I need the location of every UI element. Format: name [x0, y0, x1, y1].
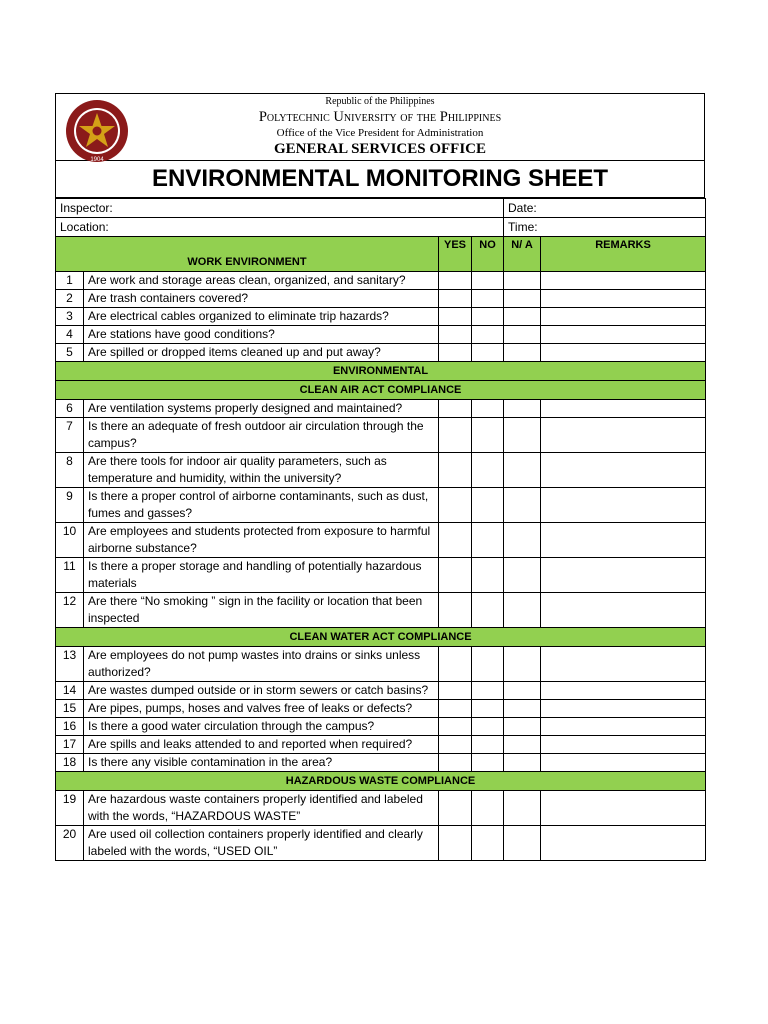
checklist-row — [56, 700, 706, 718]
section-heading-row — [56, 381, 706, 400]
item-question: Are there tools for indoor air quality parameters, such as temperature and humidity, within the university? — [84, 453, 439, 488]
remarks-cell[interactable] — [541, 326, 706, 344]
item-number: 18 — [56, 754, 84, 772]
yes-checkbox-cell[interactable] — [439, 523, 472, 558]
no-checkbox-cell[interactable] — [472, 290, 504, 308]
yes-checkbox-cell[interactable] — [439, 453, 472, 488]
item-number: 1 — [56, 272, 84, 290]
yes-checkbox-cell[interactable] — [439, 718, 472, 736]
hazard-items — [56, 791, 706, 861]
item-number: 15 — [56, 700, 84, 718]
item-number: 13 — [56, 647, 84, 682]
checklist-row — [56, 326, 706, 344]
section-heading-row — [56, 362, 706, 381]
no-checkbox-cell[interactable] — [472, 558, 504, 593]
yes-checkbox-cell[interactable] — [439, 326, 472, 344]
remarks-cell[interactable] — [541, 272, 706, 290]
checklist-row — [56, 754, 706, 772]
checklist-row — [56, 736, 706, 754]
yes-checkbox-cell[interactable] — [439, 488, 472, 523]
yes-checkbox-cell[interactable] — [439, 754, 472, 772]
item-question: Are wastes dumped outside or in storm sewers or catch basins? — [84, 682, 439, 700]
checklist-row — [56, 558, 706, 593]
remarks-column-header: REMARKS — [541, 237, 706, 272]
hazard-heading: HAZARDOUS WASTE COMPLIANCE — [56, 772, 706, 791]
air-heading: CLEAN AIR ACT COMPLIANCE — [56, 381, 706, 400]
item-question: Are pipes, pumps, hoses and valves free of leaks or defects? — [84, 700, 439, 718]
info-row-location — [56, 218, 706, 237]
no-checkbox-cell[interactable] — [472, 400, 504, 418]
yes-checkbox-cell[interactable] — [439, 290, 472, 308]
checklist-row — [56, 682, 706, 700]
item-number: 9 — [56, 488, 84, 523]
no-checkbox-cell[interactable] — [472, 700, 504, 718]
na-checkbox-cell[interactable] — [504, 308, 541, 326]
republic-line: Republic of the Philippines — [325, 96, 435, 107]
remarks-cell[interactable] — [541, 400, 706, 418]
na-checkbox-cell[interactable] — [504, 700, 541, 718]
yes-checkbox-cell[interactable] — [439, 308, 472, 326]
section-heading-row — [56, 628, 706, 647]
date-field[interactable]: Date: — [504, 199, 706, 218]
yes-checkbox-cell[interactable] — [439, 400, 472, 418]
item-question: Is there a proper storage and handling of potentially hazardous materials — [84, 558, 439, 593]
document-header — [55, 93, 705, 161]
checklist-row — [56, 308, 706, 326]
na-checkbox-cell[interactable] — [504, 453, 541, 488]
remarks-cell[interactable] — [541, 700, 706, 718]
remarks-cell[interactable] — [541, 418, 706, 453]
no-checkbox-cell[interactable] — [472, 488, 504, 523]
na-checkbox-cell[interactable] — [504, 488, 541, 523]
section-heading-row — [56, 772, 706, 791]
remarks-cell[interactable] — [541, 453, 706, 488]
item-number: 11 — [56, 558, 84, 593]
item-number: 7 — [56, 418, 84, 453]
checklist-table — [55, 198, 706, 861]
remarks-cell[interactable] — [541, 736, 706, 754]
no-checkbox-cell[interactable] — [472, 272, 504, 290]
no-checkbox-cell[interactable] — [472, 736, 504, 754]
item-number: 17 — [56, 736, 84, 754]
item-question: Are spilled or dropped items cleaned up and put away? — [84, 344, 439, 362]
column-header-row — [56, 237, 706, 272]
location-field[interactable]: Location: — [56, 218, 504, 237]
remarks-cell[interactable] — [541, 826, 706, 861]
no-checkbox-cell[interactable] — [472, 826, 504, 861]
remarks-cell[interactable] — [541, 290, 706, 308]
monitoring-sheet — [55, 93, 705, 861]
remarks-cell[interactable] — [541, 791, 706, 826]
na-checkbox-cell[interactable] — [504, 791, 541, 826]
remarks-cell[interactable] — [541, 344, 706, 362]
item-question: Are employees and students protected from exposure to harmful airborne substance? — [84, 523, 439, 558]
item-question: Are electrical cables organized to eliminate trip hazards? — [84, 308, 439, 326]
remarks-cell[interactable] — [541, 754, 706, 772]
no-checkbox-cell[interactable] — [472, 308, 504, 326]
checklist-row — [56, 826, 706, 861]
remarks-cell[interactable] — [541, 523, 706, 558]
na-checkbox-cell[interactable] — [504, 400, 541, 418]
item-number: 10 — [56, 523, 84, 558]
no-checkbox-cell[interactable] — [472, 418, 504, 453]
yes-column-header: YES — [439, 237, 472, 272]
na-checkbox-cell[interactable] — [504, 272, 541, 290]
no-checkbox-cell[interactable] — [472, 754, 504, 772]
seal-year: 1904 — [90, 157, 104, 163]
no-checkbox-cell[interactable] — [472, 682, 504, 700]
item-question: Is there an adequate of fresh outdoor air circulation through the campus? — [84, 418, 439, 453]
yes-checkbox-cell[interactable] — [439, 791, 472, 826]
item-question: Are trash containers covered? — [84, 290, 439, 308]
water-heading: CLEAN WATER ACT COMPLIANCE — [56, 628, 706, 647]
yes-checkbox-cell[interactable] — [439, 647, 472, 682]
item-question: Is there a proper control of airborne contaminants, such as dust, fumes and gasses? — [84, 488, 439, 523]
item-question: Are stations have good conditions? — [84, 326, 439, 344]
yes-checkbox-cell[interactable] — [439, 736, 472, 754]
na-checkbox-cell[interactable] — [504, 682, 541, 700]
no-checkbox-cell[interactable] — [472, 344, 504, 362]
remarks-cell[interactable] — [541, 488, 706, 523]
item-number: 14 — [56, 682, 84, 700]
yes-checkbox-cell[interactable] — [439, 682, 472, 700]
na-checkbox-cell[interactable] — [504, 736, 541, 754]
item-question: Is there a good water circulation through the campus? — [84, 718, 439, 736]
checklist-row — [56, 593, 706, 628]
na-checkbox-cell[interactable] — [504, 344, 541, 362]
no-checkbox-cell[interactable] — [472, 523, 504, 558]
na-checkbox-cell[interactable] — [504, 290, 541, 308]
environmental-heading: ENVIRONMENTAL — [56, 362, 706, 381]
checklist-row — [56, 718, 706, 736]
sheet-title: ENVIRONMENTAL MONITORING SHEET — [55, 161, 705, 198]
item-question: Are there “No smoking ” sign in the facility or location that been inspected — [84, 593, 439, 628]
item-question: Are employees do not pump wastes into drains or sinks unless authorized? — [84, 647, 439, 682]
remarks-cell[interactable] — [541, 718, 706, 736]
work-environment-heading: WORK ENVIRONMENT — [56, 237, 439, 272]
no-checkbox-cell[interactable] — [472, 718, 504, 736]
office-line: Office of the Vice President for Administration — [276, 127, 484, 139]
item-question: Are work and storage areas clean, organized, and sanitary? — [84, 272, 439, 290]
air-items — [56, 400, 706, 628]
checklist-row — [56, 791, 706, 826]
yes-checkbox-cell[interactable] — [439, 558, 472, 593]
yes-checkbox-cell[interactable] — [439, 826, 472, 861]
yes-checkbox-cell[interactable] — [439, 344, 472, 362]
department-name: GENERAL SERVICES OFFICE — [273, 141, 487, 157]
water-items — [56, 647, 706, 772]
item-number: 3 — [56, 308, 84, 326]
item-number: 12 — [56, 593, 84, 628]
item-number: 8 — [56, 453, 84, 488]
item-number: 19 — [56, 791, 84, 826]
no-checkbox-cell[interactable] — [472, 593, 504, 628]
university-name: Polytechnic University of the Philippines — [258, 109, 502, 125]
checklist-row — [56, 523, 706, 558]
item-number: 20 — [56, 826, 84, 861]
remarks-cell[interactable] — [541, 558, 706, 593]
checklist-row — [56, 290, 706, 308]
checklist-row — [56, 453, 706, 488]
na-checkbox-cell[interactable] — [504, 754, 541, 772]
yes-checkbox-cell[interactable] — [439, 593, 472, 628]
item-question: Is there any visible contamination in the area? — [84, 754, 439, 772]
info-row-inspector — [56, 199, 706, 218]
item-number: 2 — [56, 290, 84, 308]
item-number: 6 — [56, 400, 84, 418]
remarks-cell[interactable] — [541, 682, 706, 700]
time-field[interactable]: Time: — [504, 218, 706, 237]
yes-checkbox-cell[interactable] — [439, 418, 472, 453]
work-items — [56, 272, 706, 362]
na-checkbox-cell[interactable] — [504, 523, 541, 558]
na-checkbox-cell[interactable] — [504, 826, 541, 861]
yes-checkbox-cell[interactable] — [439, 272, 472, 290]
no-checkbox-cell[interactable] — [472, 791, 504, 826]
na-checkbox-cell[interactable] — [504, 326, 541, 344]
na-checkbox-cell[interactable] — [504, 718, 541, 736]
no-checkbox-cell[interactable] — [472, 326, 504, 344]
na-checkbox-cell[interactable] — [504, 558, 541, 593]
na-checkbox-cell[interactable] — [504, 593, 541, 628]
item-number: 5 — [56, 344, 84, 362]
remarks-cell[interactable] — [541, 308, 706, 326]
no-checkbox-cell[interactable] — [472, 453, 504, 488]
item-question: Are hazardous waste containers properly identified and labeled with the words, “HAZARDOUS WASTE” — [84, 791, 439, 826]
yes-checkbox-cell[interactable] — [439, 700, 472, 718]
item-number: 16 — [56, 718, 84, 736]
na-checkbox-cell[interactable] — [504, 418, 541, 453]
na-checkbox-cell[interactable] — [504, 647, 541, 682]
inspector-field[interactable]: Inspector: — [56, 199, 504, 218]
checklist-row — [56, 344, 706, 362]
item-question: Are used oil collection containers properly identified and clearly labeled with the words, “USED OIL” — [84, 826, 439, 861]
checklist-row — [56, 400, 706, 418]
na-column-header: N/ A — [504, 237, 541, 272]
no-checkbox-cell[interactable] — [472, 647, 504, 682]
item-question: Are ventilation systems properly designed and maintained? — [84, 400, 439, 418]
no-column-header: NO — [472, 237, 504, 272]
checklist-row — [56, 488, 706, 523]
item-number: 4 — [56, 326, 84, 344]
checklist-row — [56, 418, 706, 453]
remarks-cell[interactable] — [541, 647, 706, 682]
checklist-row — [56, 272, 706, 290]
checklist-row — [56, 647, 706, 682]
item-question: Are spills and leaks attended to and reported when required? — [84, 736, 439, 754]
remarks-cell[interactable] — [541, 593, 706, 628]
